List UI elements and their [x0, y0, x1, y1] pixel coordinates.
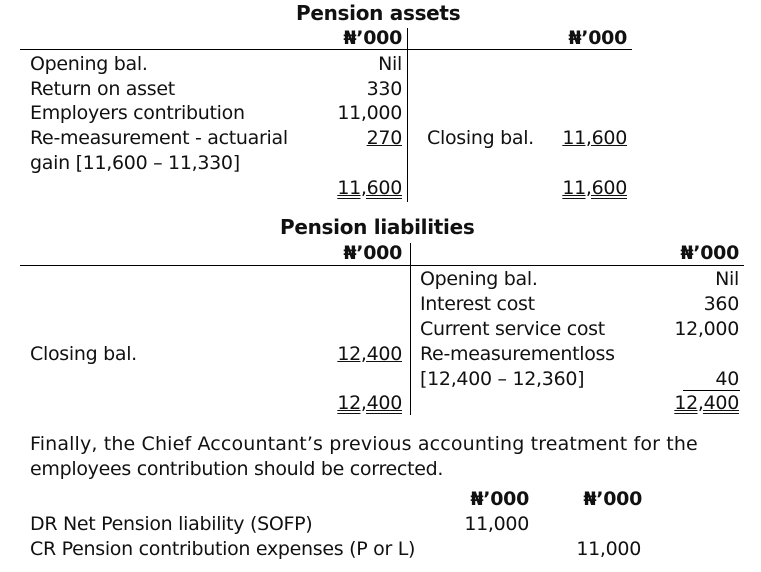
- journal-dr-header: ₦’000: [470, 488, 529, 510]
- liabilities-row-value: 40: [715, 368, 739, 390]
- liabilities-center-rule: [410, 243, 411, 415]
- assets-left-total: 11,600: [337, 177, 402, 199]
- liabilities-left-header: ₦’000: [343, 242, 402, 264]
- assets-row-label: Return on asset: [30, 78, 175, 100]
- liabilities-right-header: ₦’000: [680, 242, 739, 264]
- assets-row-value: 11,000: [337, 102, 402, 124]
- liabilities-row-value: 12,000: [674, 318, 739, 340]
- liabilities-row-value: Nil: [715, 268, 739, 290]
- assets-row-value: Nil: [378, 53, 402, 75]
- assets-title: Pension assets: [296, 1, 461, 25]
- journal-cr-label: CR Pension contribution expenses (P or L): [30, 538, 416, 560]
- liabilities-row-label: Opening bal.: [420, 268, 538, 290]
- assets-closing-value: 11,600: [562, 127, 627, 149]
- liabilities-row-label: Re-measurementloss: [420, 343, 615, 365]
- journal-dr-label: DR Net Pension liability (SOFP): [30, 513, 313, 535]
- assets-row-label: Re-measurement - actuarial: [30, 127, 288, 149]
- assets-row-value: 270: [366, 127, 402, 149]
- assets-row-label: gain [11,600 – 11,330]: [30, 152, 240, 174]
- assets-row-label: Employers contribution: [30, 102, 245, 124]
- journal-cr-header: ₦’000: [583, 488, 642, 510]
- journal-cr-value: 11,000: [576, 538, 641, 560]
- liabilities-row-label: Current service cost: [420, 318, 605, 340]
- assets-left-header: ₦’000: [343, 27, 402, 49]
- assets-header-rule: [20, 49, 632, 50]
- liabilities-title: Pension liabilities: [280, 215, 475, 239]
- liabilities-row-label: [12,400 – 12,360]: [420, 368, 585, 390]
- assets-row-label: Opening bal.: [30, 53, 148, 75]
- liabilities-row-label: Interest cost: [420, 293, 535, 315]
- assets-closing-label: Closing bal.: [427, 127, 534, 149]
- liabilities-left-total: 12,400: [337, 392, 402, 414]
- liabilities-right-total: 12,400: [674, 392, 739, 414]
- liabilities-row-value: 360: [703, 293, 739, 315]
- assets-row-value: 330: [366, 78, 402, 100]
- assets-right-total: 11,600: [562, 177, 627, 199]
- journal-dr-value: 11,000: [464, 513, 529, 535]
- note-line-2: employees contribution should be corrected.: [30, 458, 444, 480]
- liabilities-closing-value: 12,400: [337, 343, 402, 365]
- note-line-1: Finally, the Chief Accountant’s previous accounting treatment for the: [30, 433, 698, 455]
- liabilities-closing-label: Closing bal.: [30, 343, 137, 365]
- liabilities-subtotal-rule: [683, 390, 740, 391]
- assets-right-header: ₦’000: [568, 27, 627, 49]
- liabilities-header-rule: [20, 265, 744, 266]
- assets-center-rule: [407, 28, 408, 202]
